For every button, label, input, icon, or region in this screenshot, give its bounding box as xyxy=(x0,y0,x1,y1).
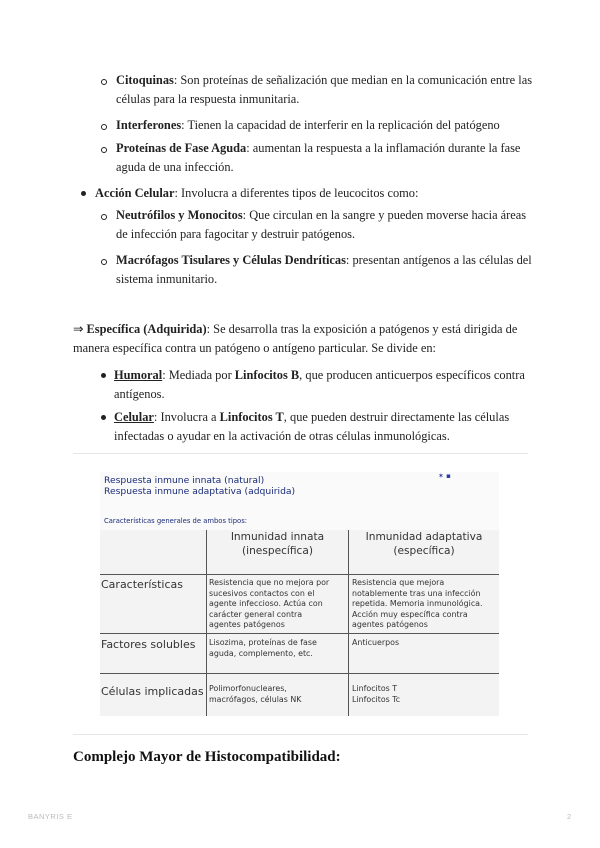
cell-line: Acción muy específica contra xyxy=(352,609,468,619)
paragraph-text: manera específica contra un patógeno o antígeno particular. Se divide en: xyxy=(73,341,436,355)
cell-celulas-adaptativa xyxy=(352,684,498,705)
table-header-area xyxy=(100,472,499,530)
term-especifica: Específica (Adquirida) xyxy=(86,322,207,336)
item-text: células para la respuesta inmunitaria. xyxy=(116,92,300,106)
col-header-innata xyxy=(207,530,348,558)
cell-line: Lisozima, proteínas de fase xyxy=(209,638,317,647)
term-linfocitos-t: Linfocitos T xyxy=(219,410,284,424)
item-text: aguda de una infección. xyxy=(116,160,234,174)
page-number: 2 xyxy=(567,812,572,821)
term-linfocitos-b: Linfocitos B xyxy=(234,368,300,382)
item-text: , que producen anticuerpos específicos contra xyxy=(299,368,525,382)
cell-line: macrófagos, células NK xyxy=(209,694,302,704)
term-celular: Celular xyxy=(114,410,154,424)
cell-caracteristicas-innata xyxy=(209,578,347,631)
table-subtitle: Características generales de ambos tipos: xyxy=(104,517,248,525)
col-header-line: Inmunidad adaptativa xyxy=(365,531,483,543)
list-item-proteinas-fase-aguda xyxy=(116,139,536,177)
cell-line: aguda, complemento, etc. xyxy=(209,648,313,658)
item-text: : Involucra a xyxy=(153,410,220,424)
divider xyxy=(73,734,528,735)
section-heading: Complejo Mayor de Histocompatibilidad: xyxy=(73,749,341,765)
term-accion-celular: Acción Celular xyxy=(95,186,175,200)
term-humoral: Humoral xyxy=(114,368,163,382)
immune-response-table-image xyxy=(100,472,499,716)
item-text: : Son proteínas de señalización que median en la comunicación entre las xyxy=(173,73,533,87)
hollow-bullet-icon xyxy=(101,124,107,130)
row-header-caracteristicas: Características xyxy=(101,578,184,591)
term-interferones: Interferones xyxy=(116,118,182,132)
hollow-bullet-icon xyxy=(101,147,107,153)
cell-line: Linfocitos T xyxy=(352,684,398,693)
cell-line: Anticuerpos xyxy=(352,638,400,647)
cell-line: Resistencia que mejora xyxy=(352,578,445,587)
table-title-innata: Respuesta inmune innata (natural) xyxy=(104,475,265,486)
term-citoquinas: Citoquinas xyxy=(116,73,174,87)
item-text: sistema inmunitario. xyxy=(116,272,218,286)
item-text: : aumentan la respuesta a la inflamación durante la fase xyxy=(246,141,521,155)
col-header-line: (inespecífica) xyxy=(242,545,313,557)
row-header-factores-solubles: Factores solubles xyxy=(101,638,196,651)
cell-line: sucesivos contactos con el xyxy=(209,588,315,598)
cell-line: agentes patógenos xyxy=(209,620,285,630)
list-item-humoral xyxy=(114,366,534,404)
term-proteinas-fase-aguda: Proteínas de Fase Aguda xyxy=(116,141,247,155)
cell-celulas-innata xyxy=(209,684,347,705)
col-header-adaptativa xyxy=(349,530,499,558)
cell-line: agentes patógenos xyxy=(352,620,428,630)
item-text: : Que circulan en la sangre y pueden moverse hacia áreas xyxy=(242,208,527,222)
arrow-icon: ⇒ xyxy=(73,322,84,336)
cell-line: carácter general contra xyxy=(209,609,303,619)
item-text: de infección para fagocitar y destruir patógenos. xyxy=(116,227,356,241)
bullet-icon xyxy=(101,415,106,420)
item-text: : presentan antígenos a las células del xyxy=(345,253,532,267)
item-text: antígenos. xyxy=(114,387,165,401)
row-header-celulas-implicadas: Células implicadas xyxy=(101,685,204,698)
cell-line: Resistencia que no mejora por xyxy=(209,578,330,587)
term-neutrofilos: Neutrófilos y Monocitos xyxy=(116,208,243,222)
list-item-neutrofilos xyxy=(116,206,536,244)
bullet-icon xyxy=(101,373,106,378)
paragraph-text: : Se desarrolla tras la exposición a patógenos y está dirigida de xyxy=(206,322,518,336)
bullet-icon xyxy=(81,191,86,196)
table-title-adaptativa: Respuesta inmune adaptativa (adquirida) xyxy=(104,486,296,497)
table-grid-line xyxy=(100,633,499,634)
hollow-bullet-icon xyxy=(101,259,107,265)
term-macrofagos: Macrófagos Tisulares y Células Dendríticas xyxy=(116,253,346,267)
table-grid-line xyxy=(100,574,499,575)
cell-line: Polimorfonucleares, xyxy=(209,684,287,693)
item-text: : Involucra a diferentes tipos de leucocitos como: xyxy=(174,186,419,200)
cell-factores-innata xyxy=(209,638,347,659)
table-grid-line xyxy=(100,673,499,674)
hollow-bullet-icon xyxy=(101,214,107,220)
cell-line: agente infeccioso. Actúa con xyxy=(209,599,323,609)
cell-caracteristicas-adaptativa xyxy=(352,578,498,631)
cell-line: repetida. Memoria inmunológica. xyxy=(352,599,483,609)
hollow-bullet-icon xyxy=(101,79,107,85)
list-item-citoquinas xyxy=(116,71,536,109)
list-item-accion-celular xyxy=(95,184,535,203)
list-item-celular xyxy=(114,408,534,446)
item-text: : Tienen la capacidad de interferir en la replicación del patógeno xyxy=(181,118,500,132)
cell-factores-adaptativa xyxy=(352,638,498,649)
item-text: : Mediada por xyxy=(162,368,235,382)
corner-mark-icon: ✶ ▪ xyxy=(438,472,451,480)
footer-watermark: BANYRIS E xyxy=(28,812,73,821)
paragraph-especifica xyxy=(73,320,533,358)
cell-line: Linfocitos Tc xyxy=(352,694,401,704)
cell-line: notablemente tras una infección xyxy=(352,588,481,598)
divider xyxy=(73,453,528,454)
col-header-line: Inmunidad innata xyxy=(230,531,325,543)
list-item-macrofagos xyxy=(116,251,536,289)
item-text: infectadas o ayudar en la activación de otras células inmunológicas. xyxy=(114,429,450,443)
col-header-line: (específica) xyxy=(393,545,455,557)
list-item-interferones xyxy=(116,116,536,135)
item-text: , que pueden destruir directamente las células xyxy=(283,410,510,424)
